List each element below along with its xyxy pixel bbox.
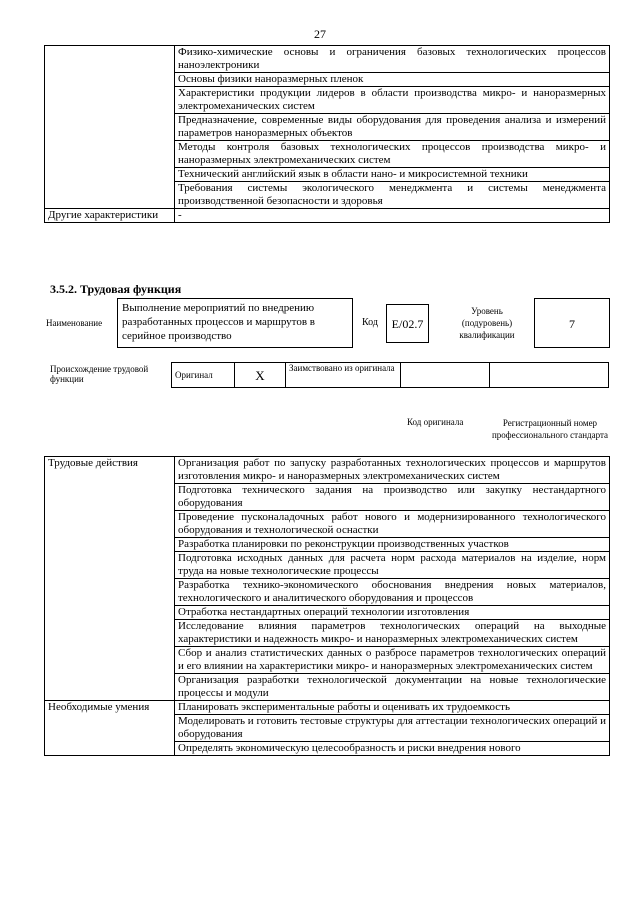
qualification-level-label: Уровень (подуровень) квалификации — [459, 306, 515, 340]
actions-label: Трудовые действия — [45, 457, 175, 701]
function-code-label: Код — [362, 317, 378, 328]
other-characteristics-label: Другие характеристики — [45, 209, 175, 223]
origin-label: Происхождение трудовой функции — [50, 364, 149, 384]
borrowed-label: Заимствовано из оригинала — [286, 363, 401, 388]
table-cell: Методы контроля базовых технологических процессов производства микро- и наноразмерных электромеханических систем — [175, 141, 610, 168]
knowledge-table — [44, 45, 610, 223]
table-cell: Основы физики наноразмерных пленок — [175, 73, 610, 87]
table-cell: Планировать экспериментальные работы и оценивать их трудоемкость — [175, 701, 610, 715]
table-cell: Подготовка исходных данных для расчета норм расхода материалов на изделие, норм труда на новые технологические процессы — [175, 552, 610, 579]
function-name-label: Наименование — [46, 318, 103, 328]
table-cell: Проведение пусконаладочных работ нового и модернизированного технологического оборудования и технологической оснастки — [175, 511, 610, 538]
labor-actions-table — [44, 456, 610, 756]
table-cell: Требования системы экологического менеджмента и системы менеджмента производственной безопасности и здоровья — [175, 182, 610, 209]
table-cell: Технический английский язык в области нано- и микросистемной техники — [175, 168, 610, 182]
table-cell: Характеристики продукции лидеров в области производства микро- и наноразмерных электромеханических систем — [175, 87, 610, 114]
table-row — [45, 701, 610, 715]
table-cell: Разработка технико-экономического обоснования внедрения новых материалов, технологического и аналитического оборудования и процессов — [175, 579, 610, 606]
origin-table — [171, 362, 609, 388]
table-cell: Разработка планировки по реконструкции производственных участков — [175, 538, 610, 552]
table-cell: Моделировать и готовить тестовые структуры для аттестации технологических операций и оборудования — [175, 715, 610, 742]
qualification-level-value: 7 — [534, 298, 610, 348]
table-cell: Физико-химические основы и ограничения базовых технологических процессов наноэлектроники — [175, 46, 610, 73]
table-cell: Подготовка технического задания на производство или закупку нестандартного оборудования — [175, 484, 610, 511]
table-cell: Исследование влияния параметров технологических операций на выходные характеристики и надежность микро- и наноразмерных электромеханических систем — [175, 620, 610, 647]
table-cell: Сбор и анализ статистических данных о разбросе параметров технологических операций и его влиянии на характеристики микро- и наноразмерных электромеханических систем — [175, 647, 610, 674]
table-row — [45, 209, 610, 223]
table-cell: Организация разработки технологической документации на новые технологические процессы и модули — [175, 674, 610, 701]
section-title: 3.5.2. Трудовая функция — [50, 282, 182, 296]
skills-label: Необходимые умения — [45, 701, 175, 756]
table-cell: Предназначение, современные виды оборудования для проведения анализа и измерений параметров наноразмерных объектов — [175, 114, 610, 141]
page-number: 27 — [314, 27, 326, 41]
original-label: Оригинал — [172, 363, 235, 388]
table-cell: Отработка нестандартных операций технологии изготовления — [175, 606, 610, 620]
table-row — [45, 457, 610, 484]
other-characteristics-value: - — [175, 209, 610, 223]
original-mark: X — [235, 363, 286, 388]
function-name-value: Выполнение мероприятий по внедрению разработанных процессов и маршрутов в серийное производство — [117, 298, 353, 348]
reg-number-label: Регистрационный номер профессионального стандарта — [491, 418, 609, 440]
table-cell: Определять экономическую целесообразность и риски внедрения нового — [175, 742, 610, 756]
function-code-value: E/02.7 — [386, 304, 429, 343]
table-cell: Организация работ по запуску разработанных технологических процессов и маршрутов изготовления микро- и наноразмерных электромеханических систем — [175, 457, 610, 484]
code-original-label: Код оригинала — [407, 417, 464, 427]
table-row — [172, 363, 609, 388]
table-row — [45, 46, 610, 73]
